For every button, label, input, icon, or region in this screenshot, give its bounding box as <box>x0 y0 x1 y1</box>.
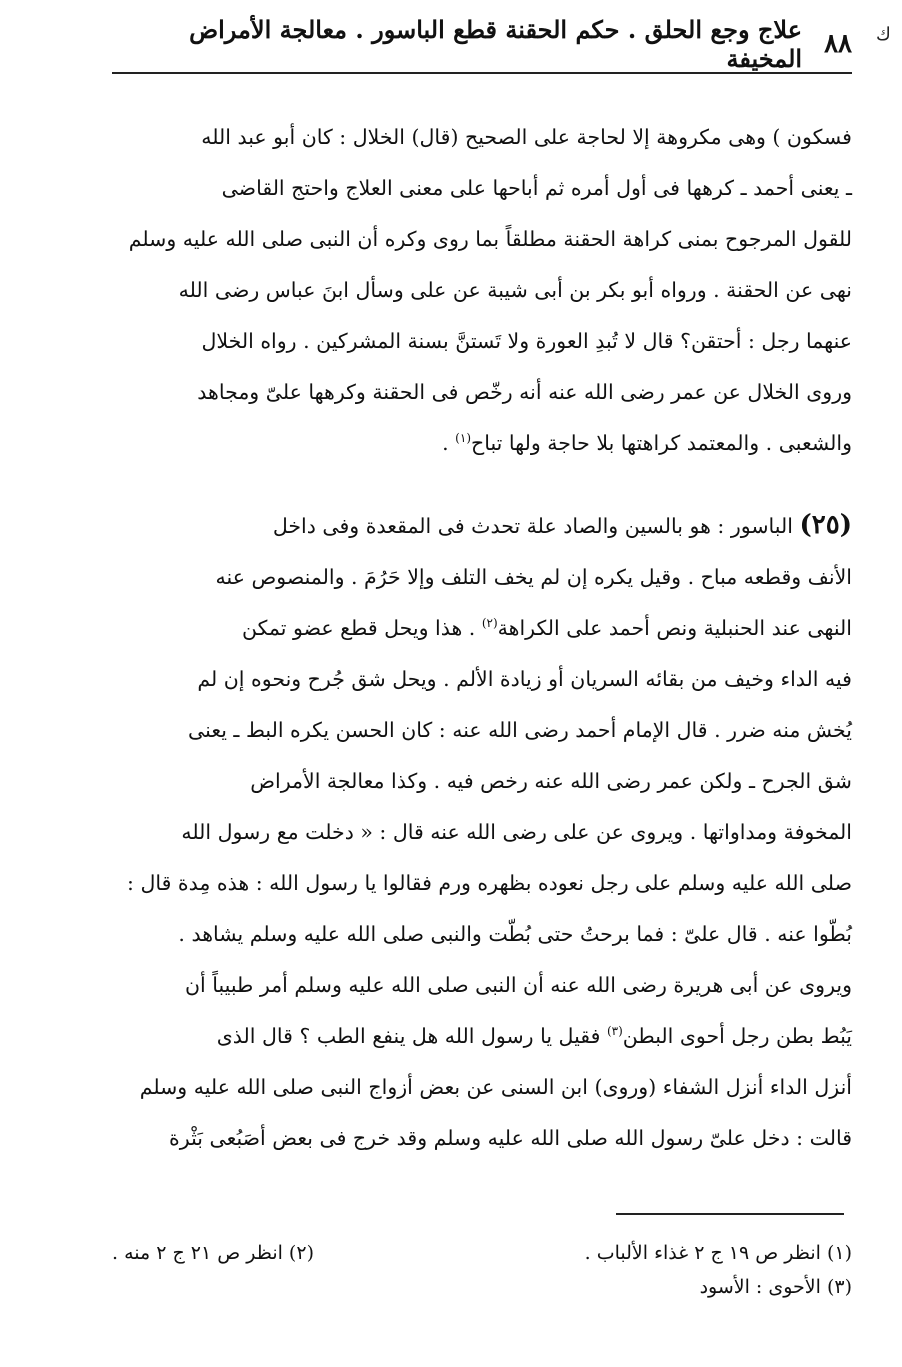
text-line <box>112 1011 852 1062</box>
footnote-2: (٢) انظر ص ٢١ ج ٢ منه . <box>112 1242 314 1264</box>
footnote-ref-1: (١) <box>455 431 471 446</box>
text-line: الأنف وقطعه مباح . وقيل يكره إن لم يخف التلف وإلا حَرُمَ . والمنصوص عنه <box>215 565 852 589</box>
footnote-1: (١) انظر ص ١٩ ج ٢ غذاء الألباب . <box>584 1242 852 1264</box>
text-fragment: والشعبى . والمعتمد كراهتها بلا حاجة ولها تباح <box>471 431 852 455</box>
header-rule <box>112 72 852 74</box>
text-fragment: النهى عند الحنبلية ونص أحمد على الكراهة <box>497 616 852 640</box>
text-fragment: يَبُط بطن رجل أحوى البطن <box>622 1024 852 1048</box>
text-line: وروى الخلال عن عمر رضى الله عنه أنه رخّص فى الحقنة وكرهها علىّ ومجاهد <box>197 380 852 404</box>
footnote-3: (٣) الأحوى : الأسود <box>699 1276 852 1298</box>
text-fragment: . هذا ويحل قطع عضو تمكن <box>241 616 482 640</box>
footnote-ref-2: (٢) <box>481 616 498 631</box>
footnotes <box>112 1236 852 1304</box>
text-line: ـ يعنى أحمد ـ كرهها فى أول أمره ثم أباحها على معنى العلاج واحتج القاضى <box>221 176 852 200</box>
text-line: شق الجرح ـ ولكن عمر رضى الله عنه رخص فيه . وكذا معالجة الأمراض <box>250 769 852 793</box>
text-line: أنزل الداء أنزل الشفاء (وروى) ابن السنى عن بعض أزواج النبى صلى الله عليه وسلم <box>139 1075 852 1099</box>
section-heading-line <box>112 500 852 552</box>
running-title: علاج وجع الحلق . حكم الحقنة قطع الباسور . معالجة الأمراض المخيفة <box>189 15 803 73</box>
text-line: نهى عن الحقنة . ورواه أبو بكر بن أبى شيبة عن على وسأل ابنَ عباس رضى الله <box>178 278 852 302</box>
text-line: صلى الله عليه وسلم على رجل نعوده بظهره ورم فقالوا يا رسول الله : هذه مِدة قال : <box>127 871 852 895</box>
text-line-last <box>112 418 852 469</box>
text-line: فسكون ) وهى مكروهة إلا لحاجة على الصحيح (قال) الخلال : كان أبو عبد الله <box>201 125 852 149</box>
text-line: عنهما رجل : أحتقن؟ قال لا تُبدِ العورة ولا تَستنَّ بسنة المشركين . رواه الخلال <box>201 329 852 353</box>
section-number: (٢٥) <box>799 510 852 540</box>
text-line: يُخش منه ضرر . قال الإمام أحمد رضى الله عنه : كان الحسن يكره البط ـ يعنى <box>188 718 852 742</box>
text-fragment: الباسور : هو بالسين والصاد علة تحدث فى المقعدة وفى داخل <box>272 514 793 538</box>
text-line: ويروى عن أبى هريرة رضى الله عنه أن النبى صلى الله عليه وسلم أمر طبيباً أن <box>184 973 852 997</box>
page-number: ٨٨ <box>824 29 852 59</box>
text-line: للقول المرجوح بمنى كراهة الحقنة مطلقاً بما روى وكره أن النبى صلى الله عليه وسلم <box>128 227 852 251</box>
text-line: بُطّوا عنه . قال علىّ : فما برحتُ حتى بُطّت والنبى صلى الله عليه وسلم يشاهد . <box>178 922 852 946</box>
footnote-rule <box>616 1213 844 1215</box>
text-line <box>112 603 852 654</box>
footnote-row <box>112 1236 852 1270</box>
text-line: فيه الداء وخيف من بقائه السريان أو زيادة الألم . ويحل شق جُرح ونحوه إن لم <box>197 667 852 691</box>
text-fragment: . <box>442 431 456 455</box>
corner-mark: ﻙ <box>876 24 891 45</box>
text-line: قالت : دخل علىّ رسول الله صلى الله عليه وسلم وقد خرج فى بعض أصَبُعى بَثْرة <box>169 1126 852 1150</box>
text-line: المخوفة ومداواتها . ويروى عن على رضى الله عنه قال : « دخلت مع رسول الله <box>181 820 852 844</box>
main-text <box>112 112 852 1164</box>
footnote-ref-3: (٣) <box>606 1024 623 1039</box>
text-fragment: فقيل يا رسول الله هل ينفع الطب ؟ قال الذى <box>216 1024 607 1048</box>
page-header <box>112 15 852 73</box>
